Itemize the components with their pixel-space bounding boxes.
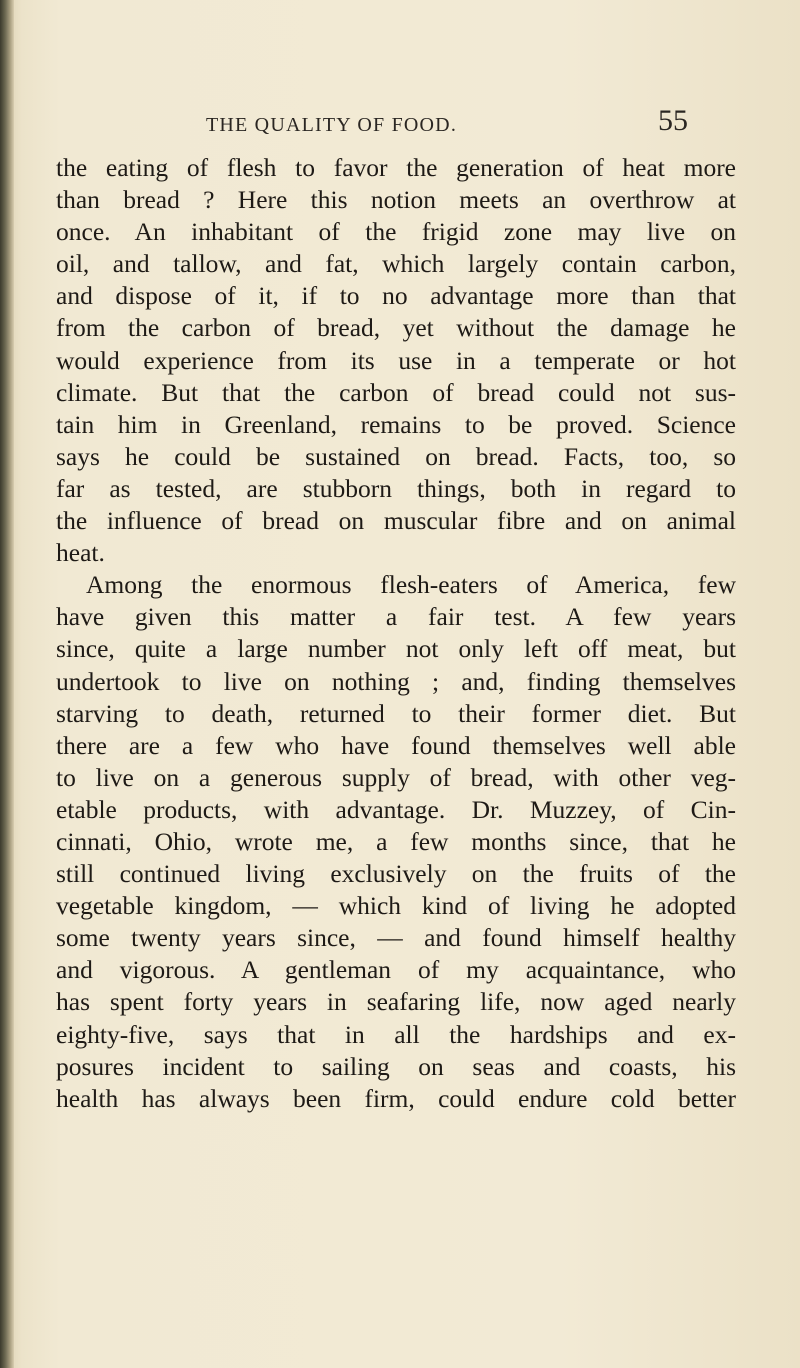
text-line: has spent forty years in seafaring life, now aged nearly — [56, 987, 736, 1017]
text-line: eighty-five, says that in all the hardships and ex- — [56, 1019, 736, 1049]
text-line: and dispose of it, if to no advantage more than that — [56, 281, 736, 311]
text-line: than bread ? Here this notion meets an overthrow at — [56, 185, 736, 215]
page-number: 55 — [658, 104, 688, 137]
text-line: to live on a generous supply of bread, with other veg- — [56, 762, 736, 792]
text-line: there are a few who have found themselves well able — [56, 730, 736, 760]
text-line: etable products, with advantage. Dr. Muzzey, of Cin- — [56, 794, 736, 824]
text-line: have given this matter a fair test. A few years — [56, 602, 736, 632]
text-line: the eating of flesh to favor the generation of heat more — [56, 153, 736, 182]
text-line: some twenty years since, — and found himself healthy — [56, 923, 736, 953]
text-line: starving to death, returned to their former diet. But — [56, 698, 736, 728]
text-line: Among the enormous flesh-eaters of America, few — [86, 570, 736, 600]
text-line: cinnati, Ohio, wrote me, a few months since, that he — [56, 826, 736, 856]
text-line: the influence of bread on muscular fibre and on animal — [56, 506, 736, 536]
text-line: vegetable kingdom, — which kind of living he adopted — [56, 891, 736, 921]
text-line: tain him in Greenland, remains to be proved. Science — [56, 409, 736, 439]
page-header — [0, 104, 800, 144]
text-line: says he could be sustained on bread. Facts, too, so — [56, 441, 736, 471]
text-line: would experience from its use in a temperate or hot — [56, 345, 736, 375]
running-head: THE QUALITY OF FOOD. — [206, 114, 458, 136]
text-line: since, quite a large number not only left off meat, but — [56, 634, 736, 664]
page-binding-edge — [0, 0, 14, 1368]
text-line: oil, and tallow, and fat, which largely contain carbon, — [56, 249, 736, 279]
text-line: posures incident to sailing on seas and coasts, his — [56, 1051, 736, 1081]
text-line: far as tested, are stubborn things, both in regard to — [56, 473, 736, 503]
text-line: undertook to live on nothing ; and, finding themselves — [56, 666, 736, 696]
text-line: and vigorous. A gentleman of my acquaintance, who — [56, 955, 736, 985]
text-line: still continued living exclusively on the fruits of the — [56, 859, 736, 889]
text-line: from the carbon of bread, yet without the damage he — [56, 313, 736, 343]
text-line: climate. But that the carbon of bread could not sus- — [56, 377, 736, 407]
text-line: once. An inhabitant of the frigid zone may live on — [56, 217, 736, 247]
text-line: heat. — [56, 538, 105, 568]
text-line: health has always been firm, could endure cold better — [56, 1083, 736, 1113]
body-text — [56, 152, 736, 1115]
